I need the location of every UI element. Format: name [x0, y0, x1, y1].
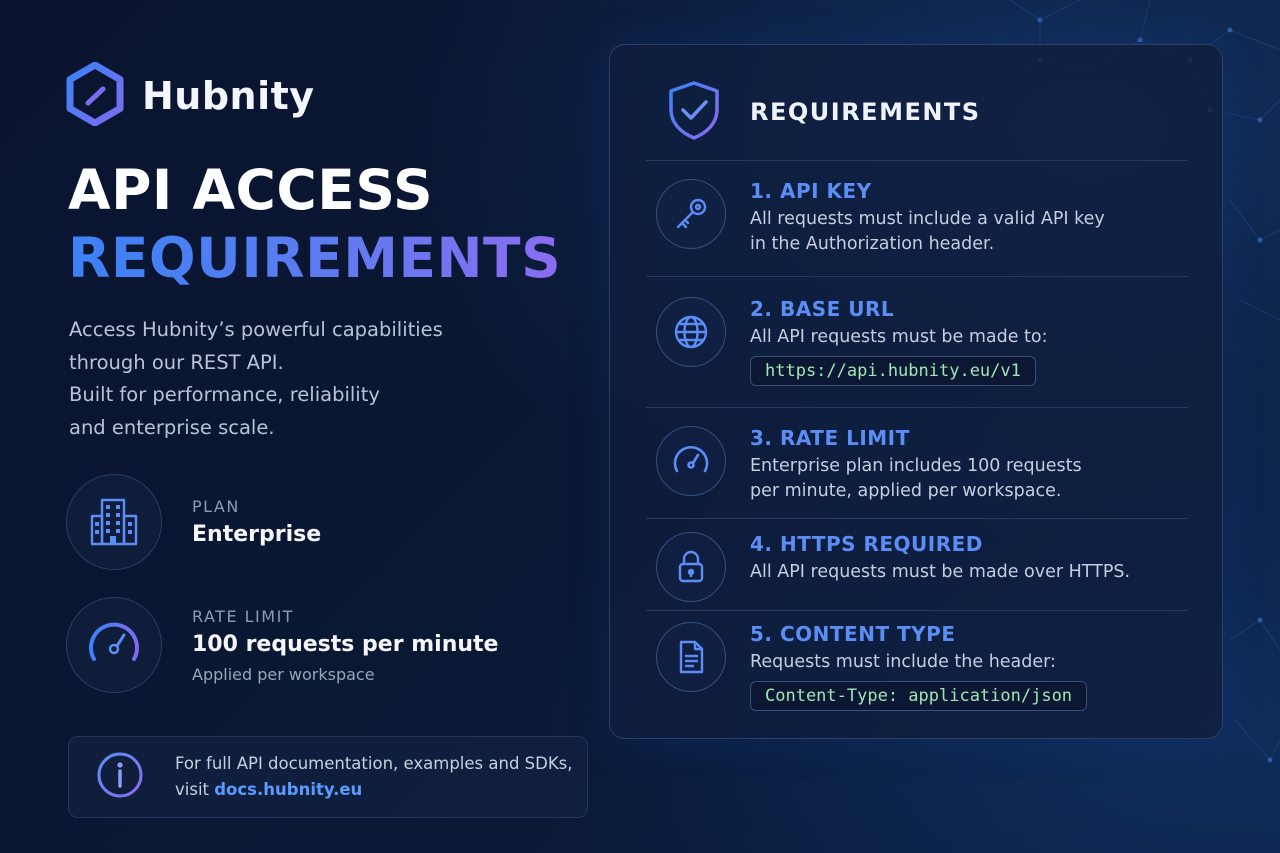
- requirements-panel: [609, 44, 1223, 739]
- divider: [646, 160, 1188, 161]
- requirement-https: [656, 532, 1130, 602]
- plan-value: Enterprise: [192, 522, 322, 547]
- documentation-note: [68, 736, 588, 818]
- content-type-code[interactable]: Content-Type: application/json: [750, 681, 1087, 711]
- panel-title: REQUIREMENTS: [750, 98, 981, 126]
- rate-limit-sub: Applied per workspace: [192, 664, 375, 684]
- requirement-rate-limit: [656, 426, 1082, 504]
- base-url-code[interactable]: https://api.hubnity.eu/v1: [750, 356, 1036, 386]
- requirement-desc: Enterprise plan includes 100 requests: [750, 456, 1082, 476]
- divider: [646, 276, 1188, 277]
- panel-header: [666, 79, 981, 145]
- building-icon: [66, 474, 162, 570]
- docs-link[interactable]: docs.hubnity.eu: [214, 780, 363, 799]
- document-icon: [656, 622, 726, 692]
- requirement-desc: All API requests must be made over HTTPS.: [750, 562, 1131, 582]
- divider: [646, 610, 1188, 611]
- plan-stat: [66, 474, 321, 570]
- requirement-desc: Requests must include the header:: [750, 652, 1056, 672]
- description-line: through our REST API.: [69, 350, 284, 374]
- hero-description: [69, 314, 489, 444]
- hexagon-logo-icon: [66, 62, 124, 130]
- divider: [646, 518, 1188, 519]
- description-line: Built for performance, reliability: [69, 383, 380, 406]
- requirement-desc: in the Authorization header.: [750, 234, 995, 254]
- note-line2: [175, 777, 573, 803]
- lock-icon: [656, 532, 726, 602]
- note-visit-text: visit: [175, 780, 215, 799]
- page-title-line2: REQUIREMENTS: [68, 226, 562, 290]
- requirement-desc: All requests must include a valid API key: [750, 209, 1105, 229]
- speedometer-icon: [66, 597, 162, 693]
- info-icon: [95, 750, 145, 804]
- brand-name: Hubnity: [142, 74, 315, 118]
- description-line: Access Hubnity’s powerful capabilities: [69, 318, 443, 341]
- divider: [646, 407, 1188, 408]
- rate-limit-value: 100 requests per minute: [192, 631, 499, 657]
- note-line1: For full API documentation, examples and SDKs,: [175, 754, 573, 773]
- rate-limit-stat: [66, 597, 498, 693]
- requirement-title: 5. CONTENT TYPE: [750, 622, 956, 646]
- requirement-title: 4. HTTPS REQUIRED: [750, 532, 983, 556]
- requirement-title: 3. RATE LIMIT: [750, 426, 910, 450]
- description-line: and enterprise scale.: [69, 415, 275, 439]
- page-title-line1: API ACCESS: [68, 158, 434, 222]
- key-icon: [656, 179, 726, 249]
- requirement-title: 2. BASE URL: [750, 297, 895, 321]
- gauge-icon: [656, 426, 726, 496]
- requirement-base-url: [656, 297, 1048, 386]
- plan-label: PLAN: [192, 497, 240, 516]
- requirement-desc: All API requests must be made to:: [750, 327, 1048, 347]
- shield-check-icon: [666, 79, 722, 145]
- requirement-api-key: [656, 179, 1105, 257]
- brand-logo: [66, 62, 315, 130]
- requirement-content-type: [656, 622, 1087, 711]
- requirement-title: 1. API KEY: [750, 179, 872, 203]
- rate-limit-label: RATE LIMIT: [192, 606, 295, 626]
- requirement-desc: per minute, applied per workspace.: [750, 481, 1062, 501]
- globe-icon: [656, 297, 726, 367]
